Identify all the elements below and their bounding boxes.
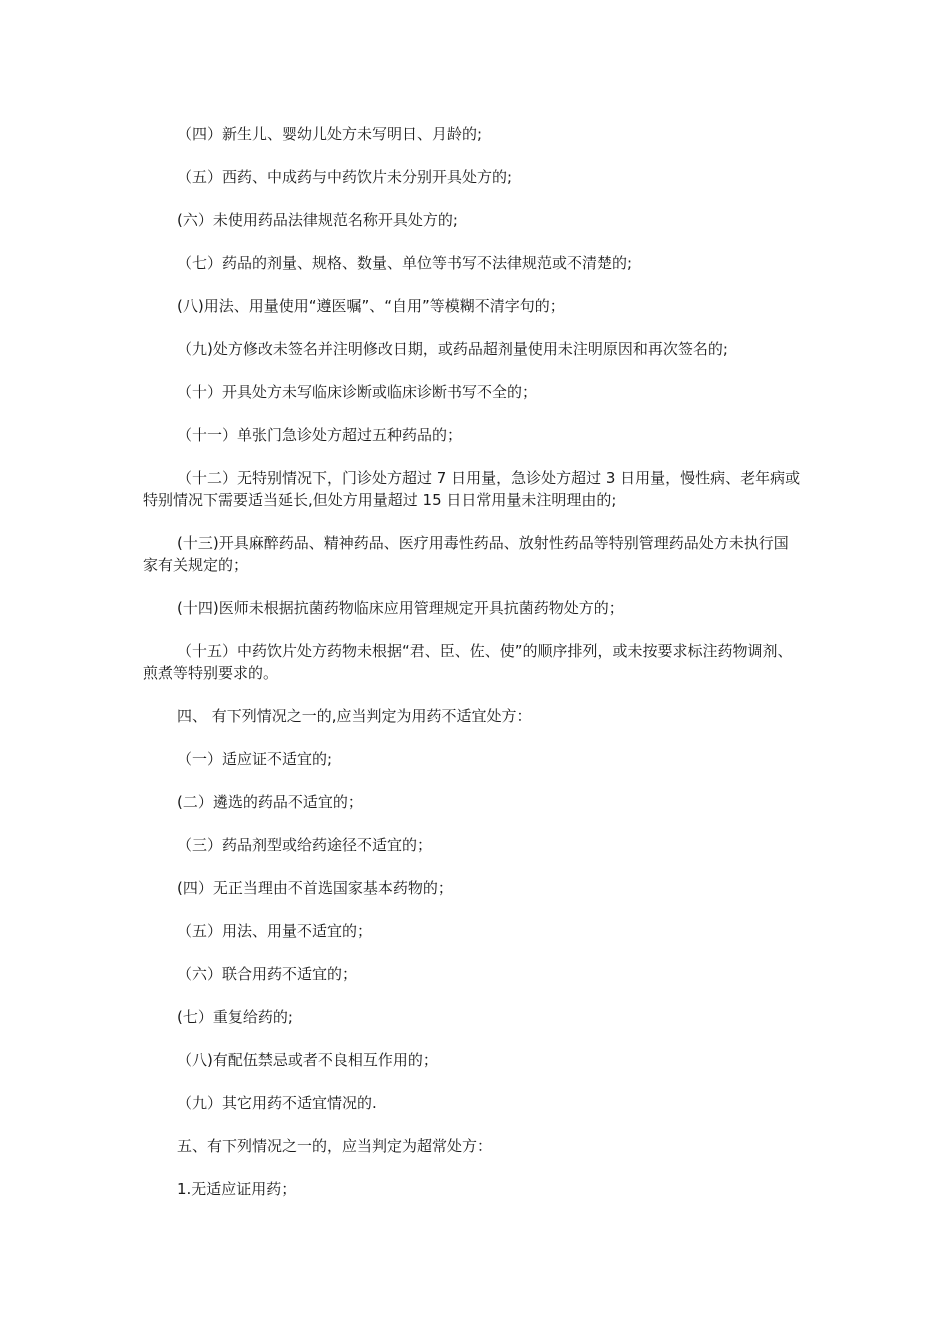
document-body (143, 123, 803, 1221)
paragraph: （六）联合用药不适宜的； (177, 965, 358, 983)
paragraph: （三）药品剂型或给药途径不适宜的； (177, 836, 433, 854)
paragraph: （七）药品的剂量、规格、数量、单位等书写不法律规范或不清楚的; (177, 254, 633, 272)
paragraph: （十五）中药饮片处方药物未根据“君、臣、佐、使”的顺序排列，或未按要求标注药物调剂、煎煮等特别要求的。 (143, 642, 793, 682)
paragraph: (八)用法、用量使用“遵医嘱”、“自用”等模糊不清字句的； (177, 297, 565, 315)
paragraph: （五）西药、中成药与中药饮片未分别开具处方的; (177, 168, 513, 186)
section-heading: 五、有下列情况之一的，应当判定为超常处方： (177, 1137, 493, 1155)
paragraph: （九)处方修改未签名并注明修改日期，或药品超剂量使用未注明原因和再次签名的; (177, 340, 728, 358)
paragraph: (七）重复给药的; (177, 1008, 293, 1026)
paragraph: （八)有配伍禁忌或者不良相互作用的； (177, 1051, 438, 1069)
paragraph: 1.无适应证用药； (177, 1180, 297, 1198)
paragraph: （四）新生儿、婴幼儿处方未写明日、月龄的; (177, 125, 483, 143)
paragraph: （十一）单张门急诊处方超过五种药品的； (177, 426, 463, 444)
section-heading: 四、 有下列情况之一的,应当判定为用药不适宜处方： (177, 707, 532, 725)
paragraph: (十四)医师未根据抗菌药物临床应用管理规定开具抗菌药物处方的； (177, 599, 624, 617)
paragraph: (六）未使用药品法律规范名称开具处方的; (177, 211, 458, 229)
paragraph: (二）遴选的药品不适宜的； (177, 793, 363, 811)
paragraph: （十二）无特别情况下，门诊处方超过 7 日用量，急诊处方超过 3 日用量，慢性病、老年病或特别情况下需要适当延长,但处方用量超过 15 日日常用量未注明理由的; (143, 469, 801, 509)
paragraph: (四）无正当理由不首选国家基本药物的； (177, 879, 453, 897)
paragraph: (十三)开具麻醉药品、精神药品、医疗用毒性药品、放射性药品等特别管理药品处方未执行国家有关规定的； (143, 534, 789, 574)
paragraph: （一）适应证不适宜的; (177, 750, 333, 768)
paragraph: （十）开具处方未写临床诊断或临床诊断书写不全的； (177, 383, 538, 401)
paragraph: （九）其它用药不适宜情况的. (177, 1094, 377, 1112)
paragraph: （五）用法、用量不适宜的； (177, 922, 373, 940)
